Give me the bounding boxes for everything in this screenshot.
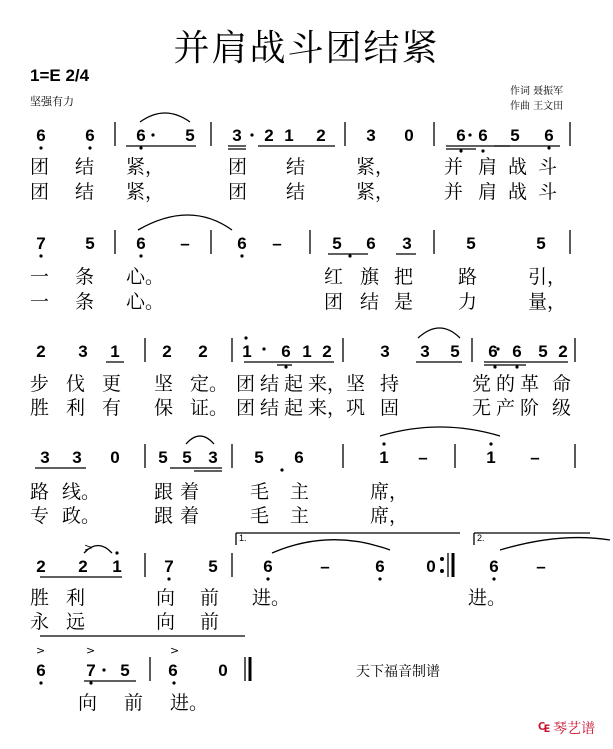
lyric: 级 [552,397,572,419]
note: 0 [218,661,228,680]
note: 5 [332,234,342,253]
lyric: 条 [75,266,95,288]
lyric: 席， [370,505,409,527]
page-title: 并肩战斗团结紧 [173,28,440,69]
note: 2 [36,557,46,576]
lyric: 紧， [356,156,395,178]
lyric: 有 [102,397,122,419]
lyric: 跟 [154,481,174,503]
lyric: 团 [236,373,256,395]
lyric: 产 [496,397,516,419]
lyric: 一 [30,291,50,313]
lyric: 斗 [538,181,558,203]
note: 0 [110,448,120,467]
note: 6 [263,557,273,576]
note: 5 [85,234,95,253]
note: 6 [168,661,178,680]
lyric: 结 [360,291,380,313]
note: 3 [366,126,376,145]
note: 1 [112,557,122,576]
note: 1 [110,342,120,361]
note: 3 [232,126,242,145]
note: 5 [538,342,548,361]
accent-mark: > [84,541,94,554]
lyric: 结 [260,373,280,395]
lyric: 路 [30,481,50,503]
lyric: 来， [308,397,347,419]
note: 2 [316,126,326,145]
lyric: 胜 [30,587,50,609]
note: 6 [489,557,499,576]
lyric: 团 [228,181,248,203]
lyric: 证。 [190,397,229,419]
note-dash: – [320,557,330,576]
lyric: 坚 [346,373,366,395]
note: 6 [478,126,488,145]
lyric: 路 [458,266,478,288]
lyric: 固 [380,397,400,419]
note: 1 [379,448,389,467]
lyric: 旗 [360,266,380,288]
note: 6 [366,234,376,253]
note: 1 [284,126,294,145]
lyric: 结 [75,181,95,203]
lyric: 团 [236,397,256,419]
lyric: 团 [30,156,50,178]
lyric: 利 [66,397,86,419]
lyric: 进。 [170,692,209,714]
note-dash: – [536,557,546,576]
lyric: 结 [286,156,306,178]
lyric: 胜 [30,397,50,419]
lyric: 并 [444,156,464,178]
lyric: 紧， [356,181,395,203]
composer-credit: 作曲 王文田 [510,101,564,112]
note: 1 [242,342,252,361]
note: 7 [36,234,46,253]
lyric: 向 [78,692,98,714]
lyric: 红 [324,266,344,288]
lyric: 向 [156,587,176,609]
note: 7 [86,661,96,680]
lyric: 结 [260,397,280,419]
accent-mark: > [170,644,180,657]
lyric: 进。 [252,587,291,609]
lyric: 更 [102,373,122,395]
lyric: 战 [508,181,528,203]
lyric: 席， [370,481,409,503]
note: 6 [544,126,554,145]
lyric: 紧， [126,181,165,203]
note: 3 [402,234,412,253]
lyric: 心。 [126,266,165,288]
note: 6 [456,126,466,145]
note: 6 [281,342,291,361]
lyric: 定。 [190,373,229,395]
lyric: 革 [520,373,540,395]
lyric: 是 [394,291,414,313]
lyric: 条 [75,291,95,313]
note: 1 [486,448,496,467]
lyric: 主 [290,481,310,503]
note-dash: – [418,448,428,467]
publisher-credit: 天下福音制谱 [356,664,440,680]
note: 5 [510,126,520,145]
brand-icon: ₠ [538,720,551,736]
lyric: 向 [156,611,176,633]
note: 1 [302,342,312,361]
lyric: 毛 [250,481,270,503]
lyric: 起 [284,373,304,395]
note: 6 [36,126,46,145]
note-dash: – [272,234,282,253]
lyric: 斗 [538,156,558,178]
lyric: 一 [30,266,50,288]
lyric: 毛 [250,505,270,527]
lyric: 巩 [346,397,366,419]
lyric: 命 [552,373,572,395]
lyric: 肩 [478,181,498,203]
note: 0 [426,557,436,576]
lyric: 来， [308,373,347,395]
lyric: 把 [394,266,414,288]
lyric: 心。 [126,291,165,313]
note-dash: – [180,234,190,253]
lyric: 坚 [154,373,174,395]
lyric: 无 [472,397,492,419]
note: 2 [264,126,274,145]
lyric: 起 [284,397,304,419]
accent-mark: > [86,644,96,657]
lyric: 保 [154,397,174,419]
lyric: 团 [30,181,50,203]
note: 2 [78,557,88,576]
lyric: 伐 [66,373,86,395]
lyric: 结 [286,181,306,203]
lyric: 主 [290,505,310,527]
note: 2 [162,342,172,361]
lyric: 跟 [154,505,174,527]
note: 2 [558,342,568,361]
note: 5 [158,448,168,467]
note: 5 [208,557,218,576]
lyric: 远 [66,611,86,633]
note: 7 [164,557,174,576]
lyric: 战 [508,156,528,178]
note: 5 [182,448,192,467]
lyric: 团 [324,291,344,313]
note: 6 [85,126,95,145]
note: 5 [536,234,546,253]
lyric: 力 [458,291,478,313]
note: 5 [450,342,460,361]
note: 3 [208,448,218,467]
lyric: 线。 [62,481,101,503]
note: 2 [322,342,332,361]
note: 6 [136,234,146,253]
lyric: 着 [180,481,200,503]
note: 6 [294,448,304,467]
note: 6 [36,661,46,680]
note: 6 [512,342,522,361]
volta-first: 1. [239,533,247,543]
lyricist-credit: 作词 聂振军 [510,86,564,97]
note: 3 [40,448,50,467]
lyric: 前 [200,587,220,609]
volta-second: 2. [477,533,485,543]
note: 5 [466,234,476,253]
lyric: 前 [200,611,220,633]
note: 3 [78,342,88,361]
lyric: 的 [496,373,516,395]
lyric: 肩 [478,156,498,178]
lyric: 引， [528,266,567,288]
note: 5 [120,661,130,680]
note: 3 [72,448,82,467]
note: 3 [380,342,390,361]
lyric: 党 [472,373,492,395]
lyric: 着 [180,505,200,527]
note: 5 [254,448,264,467]
brand-name: 琴艺谱 [553,721,596,737]
note: 5 [185,126,195,145]
note: 6 [136,126,146,145]
lyric: 进。 [468,587,507,609]
lyric: 步 [30,373,50,395]
key-signature: 1=E 2/4 [30,66,90,85]
accent-mark: > [36,644,46,657]
tempo-mark: 坚强有力 [30,95,74,108]
note: 2 [198,342,208,361]
lyric: 并 [444,181,464,203]
note: 6 [488,342,498,361]
lyric: 团 [228,156,248,178]
note: 6 [375,557,385,576]
lyric: 结 [75,156,95,178]
lyric: 利 [66,587,86,609]
lyric: 专 [30,505,50,527]
note: 3 [420,342,430,361]
note: 6 [237,234,247,253]
note-dash: – [530,448,540,467]
lyric: 前 [124,692,144,714]
note: 0 [404,126,414,145]
lyric: 永 [30,611,50,633]
lyric: 紧， [126,156,165,178]
lyric: 持 [380,373,400,395]
lyric: 量， [528,291,567,313]
lyric: 阶 [520,397,540,419]
note: 2 [36,342,46,361]
brand-logo [538,718,595,738]
lyric: 政。 [62,505,101,527]
